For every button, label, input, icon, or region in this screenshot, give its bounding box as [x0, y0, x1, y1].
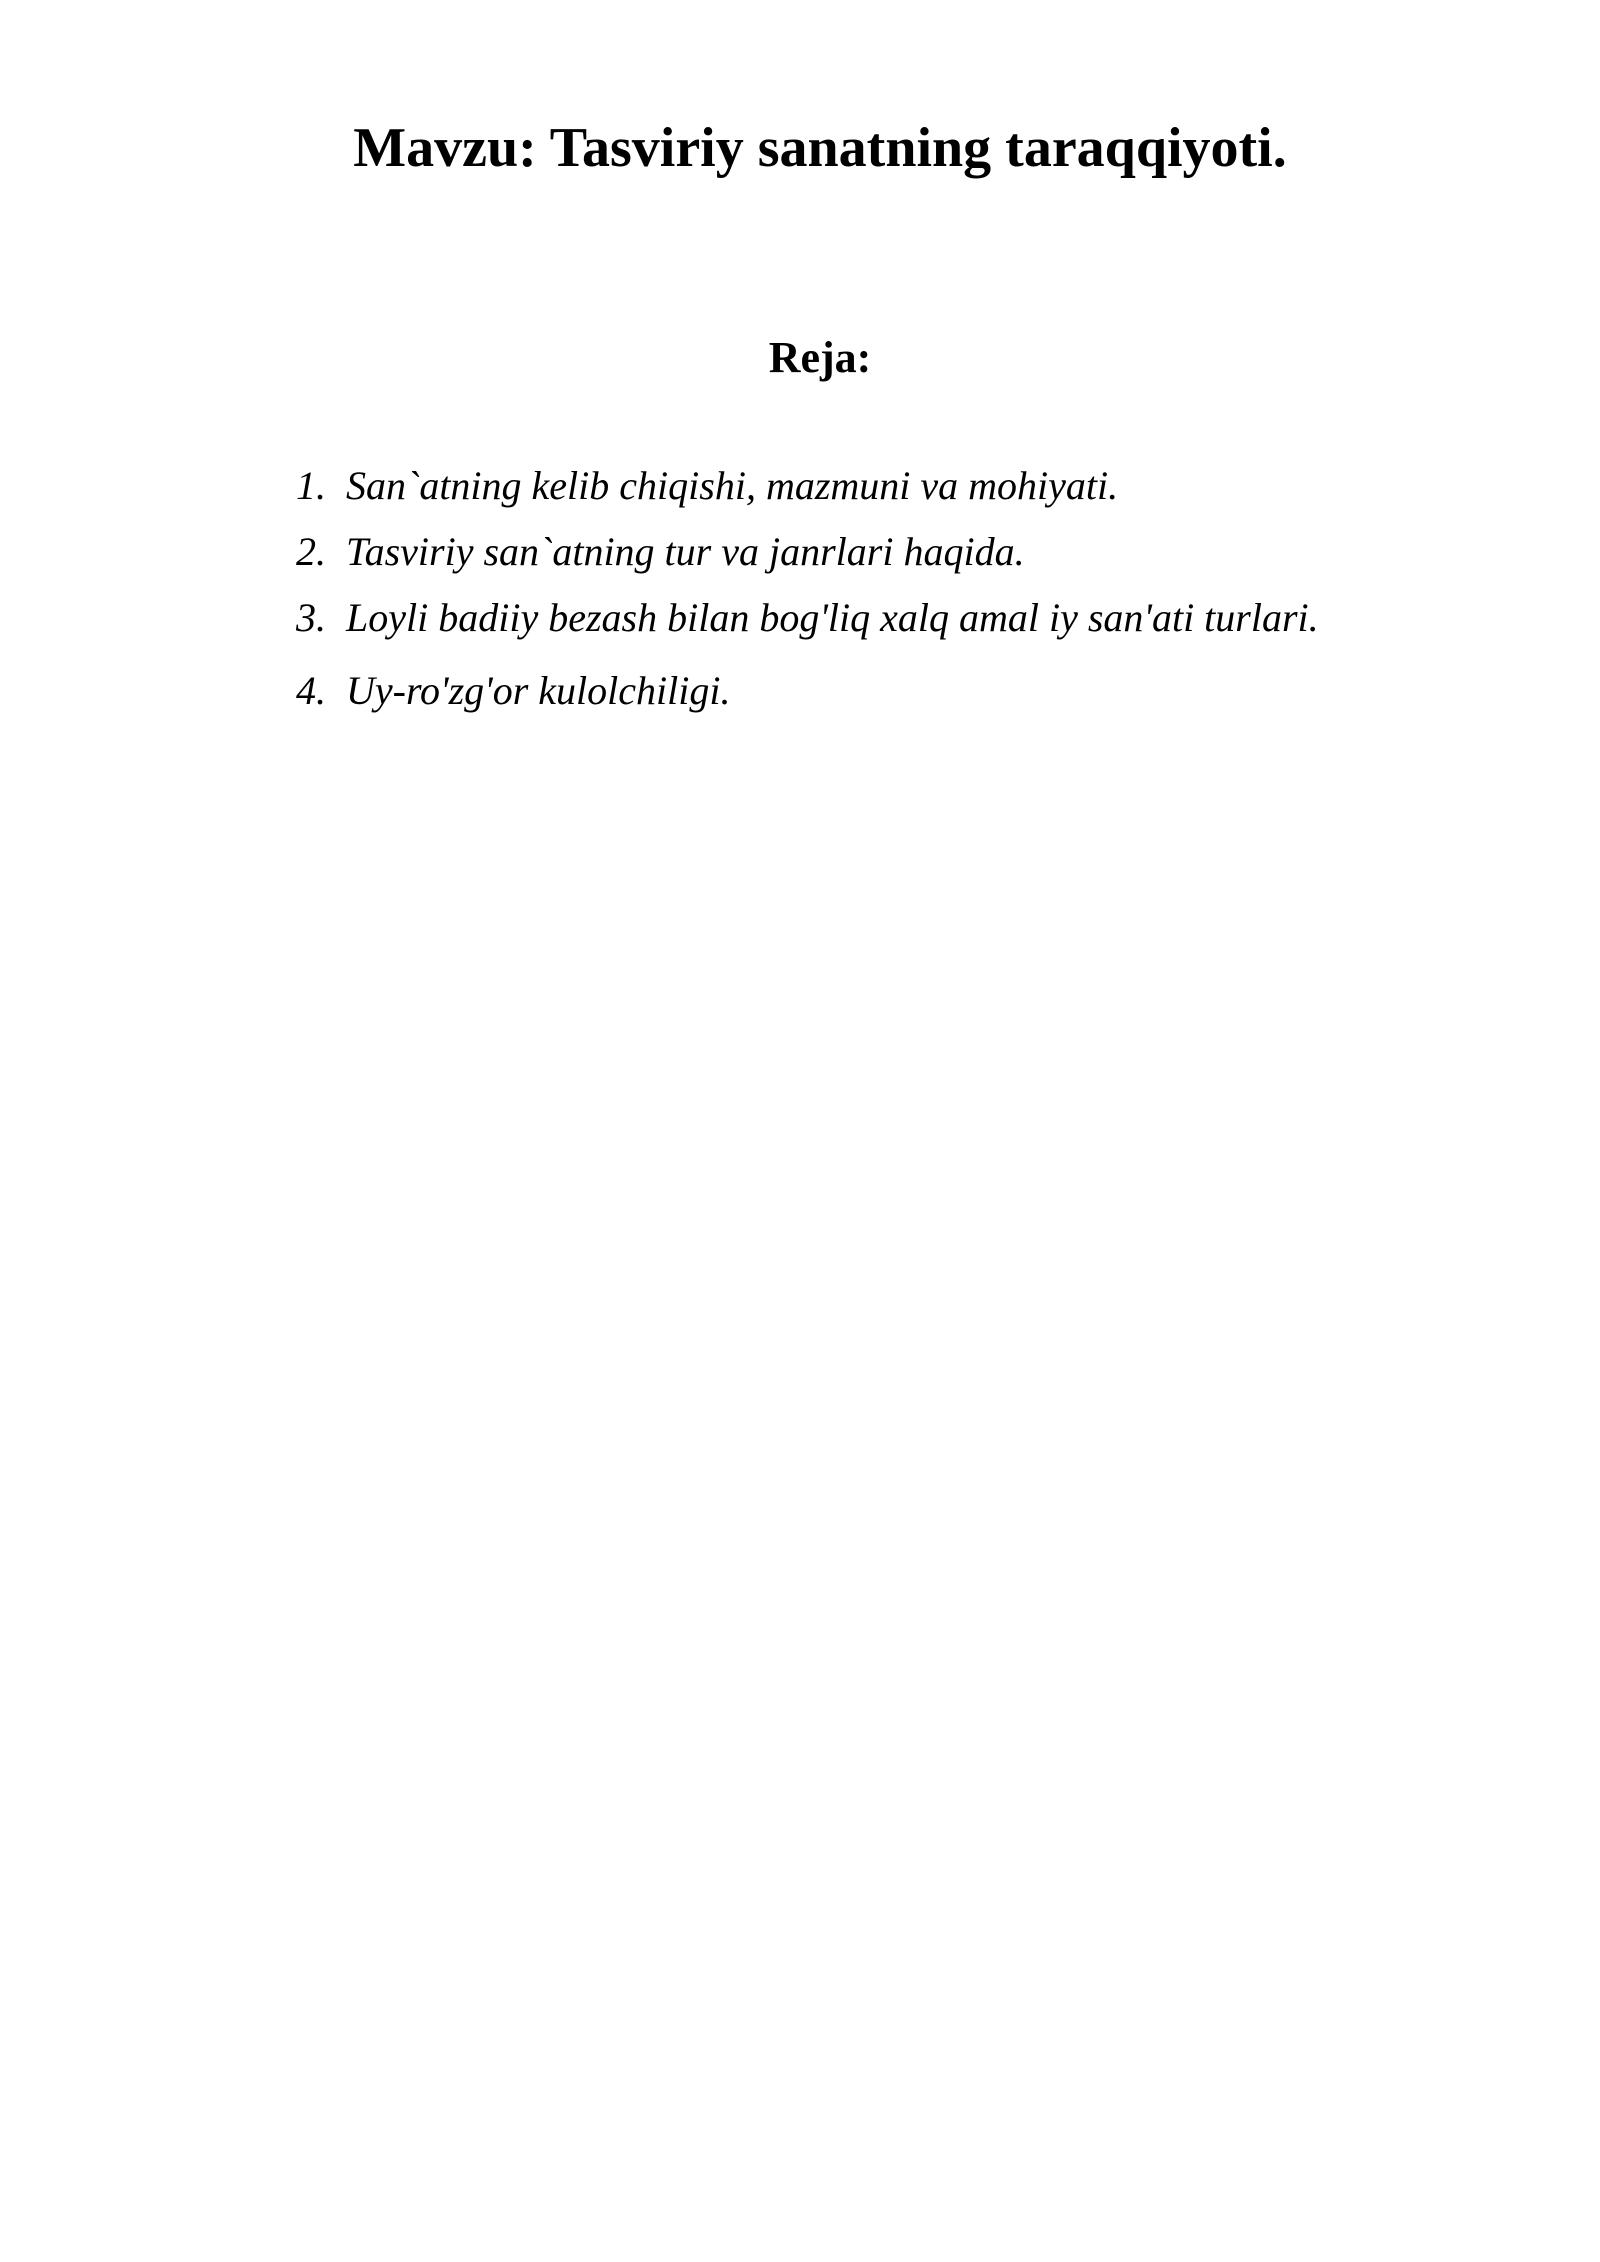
plan-item-number: 1.: [296, 463, 326, 508]
plan-item: [296, 667, 1319, 715]
plan-item-text: San`atning kelib chiqishi, mazmuni va mohiyati.: [346, 463, 1119, 508]
plan-item: [296, 594, 1319, 642]
plan-item-number: 3.: [296, 595, 326, 640]
plan-item-number: 2.: [296, 529, 326, 574]
plan-item-text: Loyli badiiy bezash bilan bog'liq xalq amal iy san'ati turlari.: [346, 595, 1319, 640]
plan-item: [296, 528, 1319, 576]
plan-list: [296, 462, 1319, 715]
plan-heading: Reja:: [768, 333, 872, 382]
plan-item-text: Tasviriy san`atning tur va janrlari haqida.: [346, 529, 1025, 574]
document-title: Mavzu: Tasviriy sanatning taraqqiyoti.: [353, 117, 1287, 179]
plan-item-number: 4.: [296, 668, 326, 713]
plan-item: [296, 462, 1319, 510]
plan-item-text: Uy-ro'zg'or kulolchiligi.: [346, 668, 731, 713]
